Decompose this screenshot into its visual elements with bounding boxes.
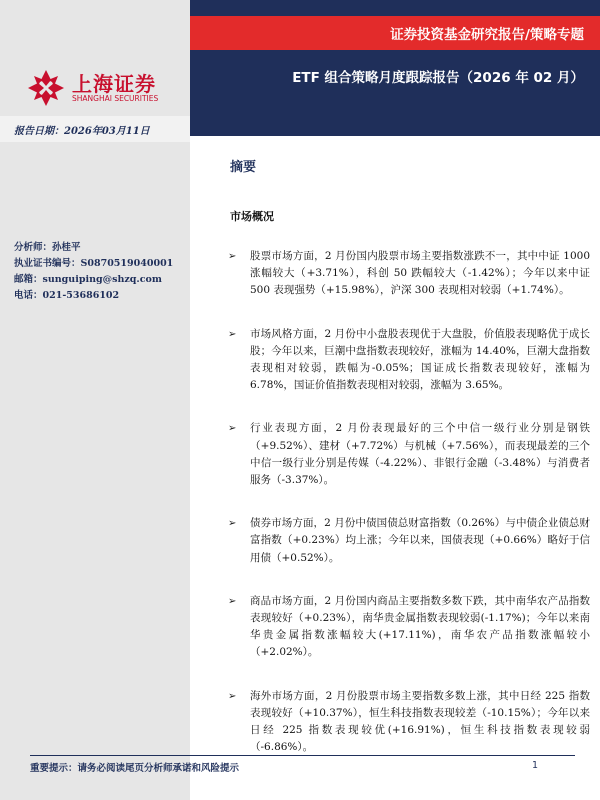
bullet-item (228, 248, 590, 300)
bullet-text: 行业表现方面，2 月份表现最好的三个中信一级行业分别是钢铁（+9.52%）、建材（+7.72%）与机械（+7.56%），而表现最差的三个中信一级行业分别是传媒（-4.22%）、非银行金融（-3.48%）与消费者服务（-3.37%）。 (250, 422, 590, 487)
bullet-item (228, 593, 590, 662)
title-banner (190, 50, 600, 136)
report-date: 报告日期：2026年03月11日 (14, 126, 150, 137)
analyst-info (14, 240, 186, 304)
header-top-stripe (190, 0, 600, 16)
bullet-text: 债券市场方面，2 月份中债国债总财富指数（0.26%）与中债企业债总财富指数（+0.23%）均上涨；今年以来，国债表现（+0.66%）略好于信用债（+0.52%）。 (250, 517, 590, 564)
footer-divider (30, 755, 575, 756)
analyst-phone: 电话：021-53686102 (14, 290, 120, 301)
bullet-item (228, 420, 590, 489)
page-number: 1 (531, 760, 538, 771)
arrow-bullet-icon: ➢ (228, 251, 237, 262)
bullet-item (228, 688, 590, 757)
section-title: 市场概况 (230, 210, 274, 223)
report-title: ETF 组合策略月度跟踪报告（2026 年 02 月） (292, 70, 584, 86)
logo-name-cn: 上海证券 (72, 72, 156, 96)
summary-bullet-list (228, 248, 590, 782)
report-category: 证券投资基金研究报告/策略专题 (390, 27, 584, 43)
arrow-bullet-icon: ➢ (228, 690, 237, 702)
company-logo (24, 66, 174, 110)
report-date-row (0, 116, 190, 142)
arrow-bullet-icon: ➢ (228, 518, 237, 530)
arrow-bullet-icon: ➢ (228, 595, 237, 607)
bullet-item (228, 515, 590, 567)
arrow-bullet-icon: ➢ (228, 423, 237, 435)
bullet-text: 股票市场方面，2 月份国内股票市场主要指数涨跌不一，其中中证 1000 涨幅较大（+3.71%），科创 50 跌幅较大（-1.42%）；今年以来中证 500 表现强势（+15.98%），沪深 300 表现相对较弱（+1.74%）。 (250, 250, 590, 297)
summary-title: 摘要 (230, 160, 257, 175)
bullet-text: 海外市场方面，2 月份股票市场主要指数多数上涨，其中日经 225 指数表现较好（+10.37%），恒生科技指数表现较差（-10.15%）；今年以来日经 225 指数表现较优(+16.91%)，恒生科技指数表现较弱（-6.86%）。 (250, 689, 590, 754)
bullet-text: 市场风格方面，2 月份中小盘股表现优于大盘股，价值股表现略优于成长股；今年以来，巨潮中盘指数表现较好，涨幅为 14.40%，巨潮大盘指数表现相对较弱，跌幅为-0.05%；国证成长指数表现较好，涨幅为 6.78%，国证价值指数表现相对较弱，涨幅为 3.65%。 (250, 327, 590, 392)
analyst-email[interactable]: 邮箱：sunguiping@shzq.com (14, 274, 162, 285)
category-banner (190, 16, 600, 50)
analyst-cert: 执业证书编号：S0870519040001 (14, 258, 174, 269)
logo-name-en: SHANGHAI SECURITIES (72, 94, 159, 103)
analyst-name: 分析师：孙桂平 (14, 242, 81, 253)
logo-emblem-icon (26, 68, 66, 108)
footer-disclaimer: 重要提示：请务必阅读尾页分析师承诺和风险提示 (30, 763, 240, 774)
arrow-bullet-icon: ➢ (228, 328, 237, 340)
bullet-item (228, 326, 590, 395)
bullet-text: 商品市场方面，2 月份国内商品主要指数多数下跌，其中南华农产品指数表现较好（+0.23%），南华贵金属指数表现较弱(-1.17%)；今年以来南华贵金属指数涨幅较大(+17.11%)，南华农产品指数涨幅较小（+2.02%）。 (250, 594, 590, 659)
